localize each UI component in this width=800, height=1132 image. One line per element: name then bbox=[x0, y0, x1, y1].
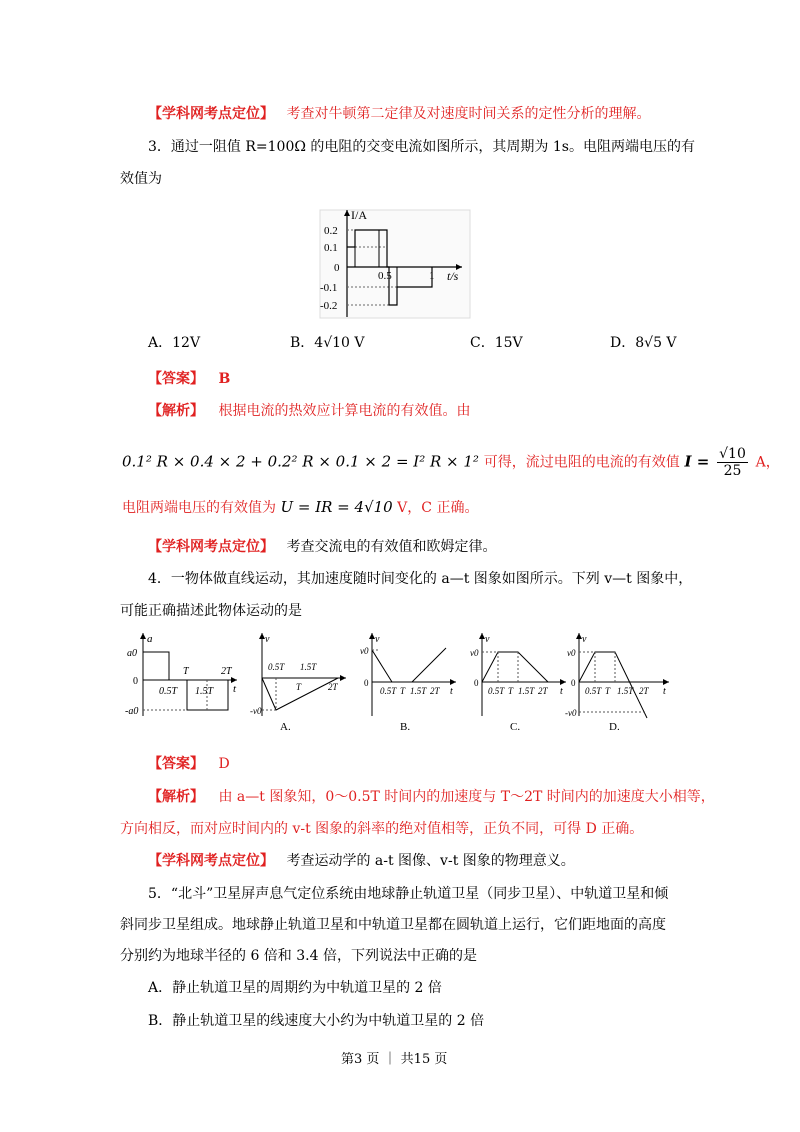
q3-answer bbox=[148, 368, 230, 388]
formula-lhs: 0.1² R × 0.4 × 2 + 0.2² R × 0.1 × 2 = I² R × 1² bbox=[122, 452, 479, 471]
graph-zero-label: 0 bbox=[571, 678, 576, 688]
q4-a-label: a bbox=[147, 633, 153, 645]
q4-knowledge-point bbox=[148, 850, 575, 870]
q3-ytick-0: 0.2 bbox=[324, 225, 338, 237]
graph-neg-v0-label: -v0 bbox=[565, 708, 577, 718]
option-letter: D． bbox=[610, 335, 636, 351]
analysis-text: 根据电流的热效应计算电流的有效值。由 bbox=[218, 403, 471, 419]
answer-value: B bbox=[218, 371, 231, 387]
graph-v-label: v bbox=[265, 634, 270, 645]
graph-caption: C. bbox=[510, 721, 521, 732]
formula-text: 可得，流过电阻的电流的有效值 bbox=[483, 454, 680, 471]
graph-one-half-T-label: 1.5T bbox=[617, 686, 634, 696]
q3-ytick-4: -0.2 bbox=[320, 300, 338, 312]
graph-one-half-T-label: 1.5T bbox=[300, 662, 317, 672]
q4-stem-line1: 4．一物体做直线运动，其加速度随时间变化的 a—t 图象如图所示。下列 v—t 图象中， bbox=[148, 571, 693, 587]
q4-zero-label: 0 bbox=[133, 676, 138, 687]
q3-ytick-2: 0 bbox=[334, 262, 340, 274]
analysis-tag: 【解析】 bbox=[148, 403, 204, 419]
q3-current-graph bbox=[312, 205, 482, 325]
q3-x-label: t/s bbox=[447, 269, 459, 283]
q4-one-half-T-label: 1.5T bbox=[195, 686, 214, 697]
answer-tag: 【答案】 bbox=[148, 371, 204, 387]
q4-neg-a0-label: -a0 bbox=[125, 706, 139, 717]
q3-option-d bbox=[610, 332, 677, 352]
q3-xtick-0: 0.5 bbox=[378, 270, 392, 282]
option-letter: C． bbox=[470, 335, 495, 351]
q3-ytick-3: -0.1 bbox=[320, 282, 338, 294]
graph-v0-label: v0 bbox=[567, 648, 576, 658]
q4-graph-a bbox=[250, 630, 350, 732]
q4-graph-b bbox=[360, 630, 460, 732]
q3-voltage-line bbox=[122, 497, 478, 517]
q3-stem-line2: 效值为 bbox=[120, 171, 162, 187]
fraction-denominator: 25 bbox=[723, 463, 742, 479]
graph-zero-label: 0 bbox=[364, 678, 369, 688]
graph-neg-v0-label: -v0 bbox=[250, 706, 262, 716]
q5-option-a: A．静止轨道卫星的周期约为中轨道卫星的 2 倍 bbox=[148, 980, 442, 996]
graph-half-T-label: 0.5T bbox=[585, 686, 602, 696]
q4-analysis-line2: 方向相反，而对应时间内的 v-t 图象的斜率的绝对值相等，正负不同，可得 D 正确。 bbox=[120, 821, 644, 837]
q3-ytick-1: 0.1 bbox=[324, 242, 338, 254]
graph-v-label: v bbox=[582, 634, 587, 645]
graph-half-T-label: 0.5T bbox=[268, 662, 285, 672]
knowledge-point-tag: 【学科网考点定位】 bbox=[148, 539, 274, 555]
formula-unit: A， bbox=[755, 454, 780, 471]
analysis-text: 由 a—t 图象知，0～0.5T 时间内的加速度与 T～2T 时间内的加速度大小相等， bbox=[218, 789, 715, 805]
graph-v0-label: v0 bbox=[470, 648, 479, 658]
q4-graph-d bbox=[565, 630, 673, 732]
voltage-rest: V，C 正确。 bbox=[397, 500, 479, 516]
answer-tag: 【答案】 bbox=[148, 756, 204, 772]
q3-option-c bbox=[470, 332, 523, 352]
q4-2T-label: 2T bbox=[221, 666, 232, 677]
graph-half-T-label: 0.5T bbox=[380, 686, 397, 696]
q3-option-b bbox=[290, 332, 365, 352]
knowledge-point-tag: 【学科网考点定位】 bbox=[148, 853, 274, 869]
q3-stem-line1: 3．通过一阻值 R=100Ω 的电阻的交变电流如图所示，其周期为 1s。电阻两端电压的有 bbox=[148, 139, 695, 155]
option-text: 15V bbox=[494, 335, 523, 351]
q3-formula-line bbox=[122, 446, 780, 479]
voltage-formula: U = IR = 4√10 bbox=[280, 498, 393, 516]
graph-v-label: v bbox=[375, 634, 380, 645]
graph-T-label: T bbox=[508, 686, 514, 696]
knowledge-point-1 bbox=[148, 103, 650, 123]
q3-analysis bbox=[148, 400, 470, 420]
graph-2T-label: 2T bbox=[328, 682, 338, 692]
formula-fraction bbox=[717, 446, 748, 479]
q3-knowledge-point bbox=[148, 536, 496, 556]
q5-stem-line1: 5．“北斗”卫星屏声息气定位系统由地球静止轨道卫星（同步卫星）、中轨道卫星和倾 bbox=[148, 886, 669, 902]
q5-stem-line3: 分别约为地球半径的 6 倍和 3.4 倍，下列说法中正确的是 bbox=[120, 948, 477, 964]
formula-result-lhs: I = bbox=[684, 452, 710, 471]
knowledge-point-tag: 【学科网考点定位】 bbox=[148, 106, 274, 122]
q4-t-label: t bbox=[233, 683, 237, 695]
graph-t-label: t bbox=[663, 686, 666, 697]
option-letter: B． bbox=[290, 335, 315, 351]
q3-y-label: I/A bbox=[351, 208, 367, 222]
answer-value: D bbox=[218, 756, 230, 772]
graph-half-T-label: 0.5T bbox=[488, 686, 505, 696]
graph-v0-label: v0 bbox=[360, 646, 369, 656]
fraction-numerator: √10 bbox=[719, 446, 746, 462]
graph-T-label: T bbox=[296, 682, 302, 692]
graph-2T-label: 2T bbox=[639, 686, 649, 696]
graph-t-label: t bbox=[450, 686, 453, 697]
graph-caption: D. bbox=[609, 721, 620, 732]
q3-option-a bbox=[148, 332, 200, 352]
q5-option-b: B．静止轨道卫星的线速度大小约为中轨道卫星的 2 倍 bbox=[148, 1013, 485, 1029]
q4-answer bbox=[148, 753, 230, 773]
graph-v-label: v bbox=[485, 634, 490, 645]
graph-2T-label: 2T bbox=[430, 686, 440, 696]
option-text: 4√10 V bbox=[314, 335, 365, 351]
q4-analysis-line1 bbox=[148, 786, 715, 806]
graph-2T-label: 2T bbox=[538, 686, 548, 696]
graph-T-label: T bbox=[605, 686, 611, 696]
graph-t-label: t bbox=[560, 686, 563, 697]
q4-a0-label: a0 bbox=[127, 648, 137, 659]
graph-zero-label: 0 bbox=[474, 678, 479, 688]
voltage-text: 电阻两端电压的有效值为 bbox=[122, 500, 276, 516]
q4-T-label: T bbox=[183, 666, 189, 677]
q4-graph-c bbox=[470, 630, 570, 732]
graph-one-half-T-label: 1.5T bbox=[518, 686, 535, 696]
analysis-tag: 【解析】 bbox=[148, 789, 204, 805]
graph-one-half-T-label: 1.5T bbox=[410, 686, 427, 696]
q3-xtick-1: 1 bbox=[429, 270, 435, 282]
knowledge-point-text: 考查运动学的 a-t 图像、v-t 图象的物理意义。 bbox=[286, 853, 575, 869]
option-text: 12V bbox=[172, 335, 201, 351]
graph-caption: A. bbox=[280, 721, 291, 732]
q4-half-T-label: 0.5T bbox=[159, 686, 178, 697]
graph-T-label: T bbox=[400, 686, 406, 696]
option-text: 8√5 V bbox=[635, 335, 677, 351]
graph-caption: B. bbox=[400, 721, 411, 732]
knowledge-point-text: 考查交流电的有效值和欧姆定律。 bbox=[286, 539, 497, 555]
knowledge-point-text: 考查对牛顿第二定律及对速度时间关系的定性分析的理解。 bbox=[286, 106, 651, 122]
q4-a-t-graph bbox=[125, 630, 243, 720]
q5-stem-line2: 斜同步卫星组成。地球静止轨道卫星和中轨道卫星都在圆轨道上运行，它们距地面的高度 bbox=[120, 917, 666, 933]
option-letter: A． bbox=[148, 335, 173, 351]
page-footer: 第3 页 ｜ 共15 页 bbox=[341, 1052, 448, 1067]
q4-stem-line2: 可能正确描述此物体运动的是 bbox=[120, 603, 302, 619]
